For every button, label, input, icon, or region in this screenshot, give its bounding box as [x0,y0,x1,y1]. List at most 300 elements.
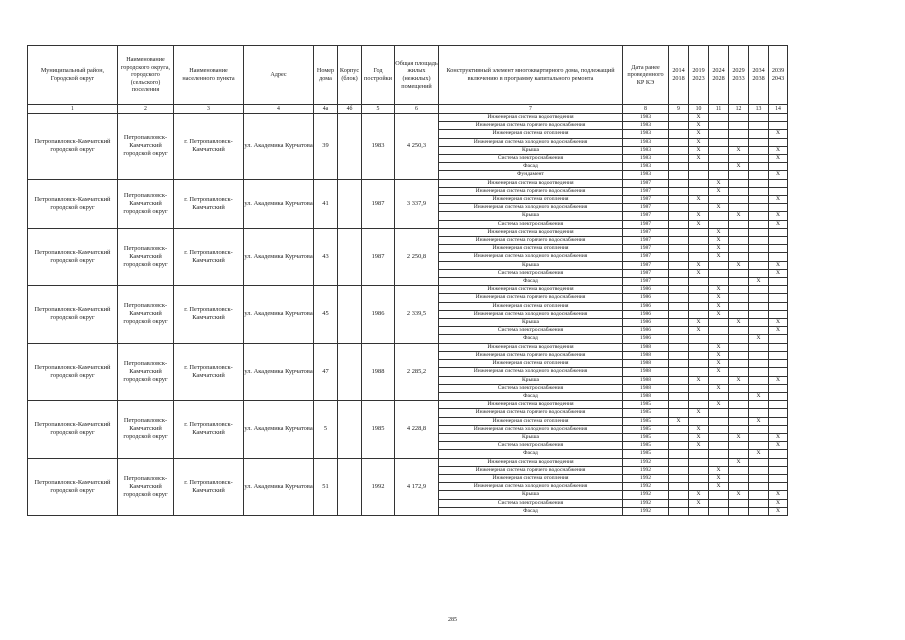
period-mark-cell [689,368,709,376]
period-mark-cell [669,146,689,154]
date-cell: 1983 [623,130,669,138]
period-mark-cell [749,360,769,368]
period-mark-cell [689,483,709,491]
element-cell: Инженерная система водоотведения [439,179,623,187]
element-cell: Инженерная система водоотведения [439,343,623,351]
element-cell: Система электроснабжения [439,155,623,163]
settlement-cell: Петропавловск-Камчатский городской округ [118,114,174,180]
period-mark-cell [769,409,788,417]
period-mark-cell [709,450,729,458]
period-mark-cell: X [769,130,788,138]
column-number-cell: 10 [689,105,709,114]
element-cell: Крыша [439,212,623,220]
period-mark-cell [669,450,689,458]
period-mark-cell [669,442,689,450]
header-cell: Общая площадь жилых (нежилых) помещений [395,46,439,105]
column-number-cell: 1 [28,105,118,114]
element-cell: Инженерная система водоотведения [439,458,623,466]
period-mark-cell [749,327,769,335]
period-mark-cell: X [769,442,788,450]
block-cell [338,179,362,228]
period-mark-cell: X [709,310,729,318]
period-mark-cell [669,228,689,236]
period-mark-cell [749,302,769,310]
table-row [28,179,788,187]
period-mark-cell [669,458,689,466]
period-mark-cell [729,483,749,491]
period-mark-cell [729,253,749,261]
period-mark-cell [729,269,749,277]
table-row [28,343,788,351]
district-cell: Петропавловск-Камчатский городской округ [28,179,118,228]
element-cell: Система электроснабжения [439,384,623,392]
locality-cell: г. Петропавловск-Камчатский [174,114,244,180]
settlement-cell: Петропавловск-Камчатский городской округ [118,228,174,285]
period-mark-cell [729,442,749,450]
period-mark-cell [689,278,709,286]
date-cell: 1987 [623,179,669,187]
period-mark-cell [749,351,769,359]
period-mark-cell: X [689,409,709,417]
period-mark-cell: X [689,376,709,384]
header-cell: 2034 2038 [749,46,769,105]
period-mark-cell [769,302,788,310]
locality-cell: г. Петропавловск-Камчатский [174,179,244,228]
period-mark-cell [729,507,749,515]
period-mark-cell [769,360,788,368]
period-mark-cell [709,269,729,277]
period-mark-cell [729,343,749,351]
period-mark-cell: X [709,228,729,236]
period-mark-cell: X [749,335,769,343]
period-mark-cell: X [769,327,788,335]
period-mark-cell [769,483,788,491]
date-cell: 1986 [623,327,669,335]
period-mark-cell [689,204,709,212]
period-mark-cell [669,302,689,310]
date-cell: 1985 [623,401,669,409]
period-mark-cell: X [709,286,729,294]
house-cell: 43 [314,228,338,285]
element-cell: Инженерная система горячего водоснабжения [439,187,623,195]
element-cell: Инженерная система холодного водоснабжения [439,253,623,261]
column-number-cell: 14 [769,105,788,114]
period-mark-cell [749,228,769,236]
period-mark-cell: X [729,376,749,384]
period-mark-cell [749,146,769,154]
period-mark-cell [749,409,769,417]
period-mark-cell: X [769,171,788,179]
settlement-cell: Петропавловск-Камчатский городской округ [118,179,174,228]
element-cell: Инженерная система водоотведения [439,286,623,294]
year-cell: 1983 [362,114,395,180]
period-mark-cell [749,491,769,499]
period-mark-cell [729,196,749,204]
date-cell: 1985 [623,425,669,433]
period-mark-cell [769,204,788,212]
period-mark-cell [669,433,689,441]
period-mark-cell [749,122,769,130]
date-cell: 1983 [623,163,669,171]
period-mark-cell [729,499,749,507]
period-mark-cell [709,327,729,335]
period-mark-cell [749,310,769,318]
period-mark-cell [689,302,709,310]
area-cell: 4 250,3 [395,114,439,180]
year-cell: 1986 [362,286,395,343]
period-mark-cell [729,294,749,302]
period-mark-cell [669,245,689,253]
address-cell: ул. Академика Курчатова [244,343,314,400]
period-mark-cell [769,138,788,146]
period-mark-cell [729,384,749,392]
period-mark-cell [769,450,788,458]
period-mark-cell: X [709,253,729,261]
period-mark-cell [689,384,709,392]
period-mark-cell [729,401,749,409]
period-mark-cell [729,474,749,482]
year-cell: 1987 [362,179,395,228]
period-mark-cell [669,491,689,499]
table-row [28,401,788,409]
date-cell: 1985 [623,417,669,425]
period-mark-cell: X [709,401,729,409]
period-mark-cell: X [689,130,709,138]
period-mark-cell [729,392,749,400]
period-mark-cell [729,228,749,236]
date-cell: 1992 [623,491,669,499]
period-mark-cell [709,433,729,441]
date-cell: 1992 [623,474,669,482]
date-cell: 1985 [623,433,669,441]
period-mark-cell [749,499,769,507]
period-mark-cell [669,466,689,474]
header-cell: 2039 2043 [769,46,788,105]
period-mark-cell [709,319,729,327]
date-cell: 1987 [623,204,669,212]
element-cell: Инженерная система холодного водоснабжения [439,310,623,318]
settlement-cell: Петропавловск-Камчатский городской округ [118,343,174,400]
period-mark-cell [689,253,709,261]
period-mark-cell: X [709,384,729,392]
period-mark-cell [669,483,689,491]
period-mark-cell [749,483,769,491]
element-cell: Система электроснабжения [439,442,623,450]
table-header [28,46,788,114]
period-mark-cell [689,507,709,515]
period-mark-cell [709,261,729,269]
date-cell: 1988 [623,384,669,392]
area-cell: 4 172,9 [395,458,439,515]
house-cell: 51 [314,458,338,515]
period-mark-cell: X [689,146,709,154]
period-mark-cell [729,171,749,179]
column-number-cell: 6 [395,105,439,114]
period-mark-cell [749,171,769,179]
block-cell [338,343,362,400]
house-cell: 5 [314,401,338,458]
period-mark-cell [749,474,769,482]
element-cell: Крыша [439,261,623,269]
period-mark-cell [729,114,749,122]
element-cell: Система электроснабжения [439,499,623,507]
date-cell: 1986 [623,310,669,318]
period-mark-cell [749,442,769,450]
year-cell: 1985 [362,401,395,458]
period-mark-cell [769,122,788,130]
period-mark-cell [729,155,749,163]
period-mark-cell [689,294,709,302]
locality-cell: г. Петропавловск-Камчатский [174,401,244,458]
period-mark-cell [749,286,769,294]
period-mark-cell [669,237,689,245]
date-cell: 1983 [623,122,669,130]
period-mark-cell [669,425,689,433]
period-mark-cell [669,392,689,400]
period-mark-cell: X [689,442,709,450]
block-cell [338,458,362,515]
date-cell: 1987 [623,253,669,261]
period-mark-cell: X [689,220,709,228]
date-cell: 1987 [623,278,669,286]
date-cell: 1992 [623,507,669,515]
element-cell: Инженерная система отопления [439,302,623,310]
period-mark-cell [689,310,709,318]
settlement-cell: Петропавловск-Камчатский городской округ [118,458,174,515]
element-cell: Инженерная система горячего водоснабжения [439,294,623,302]
period-mark-cell [669,130,689,138]
period-mark-cell [669,269,689,277]
date-cell: 1988 [623,343,669,351]
period-mark-cell [689,171,709,179]
element-cell: Инженерная система холодного водоснабжения [439,368,623,376]
house-cell: 47 [314,343,338,400]
district-cell: Петропавловск-Камчатский городской округ [28,401,118,458]
period-mark-cell [669,310,689,318]
period-mark-cell [669,499,689,507]
period-mark-cell: X [689,196,709,204]
period-mark-cell: X [689,269,709,277]
period-mark-cell [749,319,769,327]
header-cell: 2029 2033 [729,46,749,105]
period-mark-cell [749,401,769,409]
period-mark-cell: X [769,212,788,220]
period-mark-cell [689,286,709,294]
address-cell: ул. Академика Курчатова [244,179,314,228]
period-mark-cell [749,368,769,376]
period-mark-cell: X [709,474,729,482]
period-mark-cell [709,122,729,130]
period-mark-cell: X [769,376,788,384]
date-cell: 1988 [623,360,669,368]
date-cell: 1987 [623,261,669,269]
column-number-cell: 13 [749,105,769,114]
block-cell [338,114,362,180]
period-mark-cell [669,384,689,392]
date-cell: 1986 [623,335,669,343]
period-mark-cell [669,409,689,417]
column-number-cell: 7 [439,105,623,114]
date-cell: 1985 [623,409,669,417]
period-mark-cell [749,220,769,228]
period-mark-cell [769,343,788,351]
period-mark-cell [709,376,729,384]
period-mark-cell [709,499,729,507]
period-mark-cell [729,351,749,359]
period-mark-cell [769,294,788,302]
header-cell: 2014 2018 [669,46,689,105]
period-mark-cell: X [689,433,709,441]
period-mark-cell [709,196,729,204]
period-mark-cell [669,163,689,171]
period-mark-cell [769,368,788,376]
period-mark-cell: X [709,237,729,245]
period-mark-cell: X [769,491,788,499]
period-mark-cell: X [689,138,709,146]
period-mark-cell [669,319,689,327]
period-mark-cell: X [749,278,769,286]
capital-repair-table [27,45,788,516]
period-mark-cell [689,351,709,359]
block-cell [338,286,362,343]
date-cell: 1988 [623,392,669,400]
element-cell: Система электроснабжения [439,269,623,277]
date-cell: 1983 [623,146,669,154]
element-cell: Инженерная система отопления [439,130,623,138]
period-mark-cell: X [709,483,729,491]
header-cell: Адрес [244,46,314,105]
period-mark-cell: X [729,433,749,441]
period-mark-cell: X [769,196,788,204]
period-mark-cell [709,155,729,163]
element-cell: Инженерная система горячего водоснабжения [439,466,623,474]
column-number-cell: 11 [709,105,729,114]
period-mark-cell [729,368,749,376]
period-mark-cell [669,122,689,130]
house-cell: 45 [314,286,338,343]
period-mark-cell [729,302,749,310]
period-mark-cell [669,187,689,195]
district-cell: Петропавловск-Камчатский городской округ [28,286,118,343]
period-mark-cell [669,343,689,351]
address-cell: ул. Академика Курчатова [244,286,314,343]
period-mark-cell [709,425,729,433]
period-mark-cell: X [729,319,749,327]
column-number-row [28,105,788,114]
period-mark-cell [749,187,769,195]
period-mark-cell [749,261,769,269]
date-cell: 1988 [623,376,669,384]
period-mark-cell: X [729,212,749,220]
period-mark-cell: X [689,319,709,327]
period-mark-cell: X [729,458,749,466]
period-mark-cell [709,171,729,179]
area-cell: 3 337,9 [395,179,439,228]
period-mark-cell [749,114,769,122]
year-cell: 1992 [362,458,395,515]
header-cell: Наименование городского округа, городского (сельского) поселения [118,46,174,105]
period-mark-cell [669,220,689,228]
period-mark-cell [689,360,709,368]
element-cell: Система электроснабжения [439,220,623,228]
period-mark-cell: X [769,269,788,277]
locality-cell: г. Петропавловск-Камчатский [174,458,244,515]
period-mark-cell [689,179,709,187]
period-mark-cell [749,466,769,474]
period-mark-cell [769,392,788,400]
period-mark-cell [709,335,729,343]
period-mark-cell [729,278,749,286]
period-mark-cell [669,278,689,286]
period-mark-cell: X [689,261,709,269]
period-mark-cell [669,368,689,376]
period-mark-cell [729,466,749,474]
period-mark-cell [749,155,769,163]
year-cell: 1987 [362,228,395,285]
period-mark-cell [669,179,689,187]
period-mark-cell [749,196,769,204]
address-cell: ул. Академика Курчатова [244,114,314,180]
element-cell: Инженерная система холодного водоснабжения [439,138,623,146]
period-mark-cell: X [709,302,729,310]
element-cell: Инженерная система холодного водоснабжения [439,204,623,212]
period-mark-cell: X [729,491,749,499]
period-mark-cell [749,253,769,261]
element-cell: Крыша [439,376,623,384]
period-mark-cell [669,261,689,269]
date-cell: 1985 [623,442,669,450]
period-mark-cell [689,163,709,171]
period-mark-cell [769,351,788,359]
period-mark-cell [689,335,709,343]
period-mark-cell [749,433,769,441]
period-mark-cell [709,409,729,417]
period-mark-cell [729,187,749,195]
period-mark-cell: X [729,146,749,154]
period-mark-cell [709,114,729,122]
period-mark-cell: X [709,351,729,359]
period-mark-cell [769,286,788,294]
period-mark-cell [749,245,769,253]
element-cell: Инженерная система отопления [439,196,623,204]
header-row [28,46,788,105]
house-cell: 41 [314,179,338,228]
date-cell: 1983 [623,155,669,163]
date-cell: 1986 [623,302,669,310]
period-mark-cell: X [689,425,709,433]
period-mark-cell [729,409,749,417]
element-cell: Крыша [439,319,623,327]
period-mark-cell [689,458,709,466]
date-cell: 1987 [623,187,669,195]
period-mark-cell [769,278,788,286]
period-mark-cell [709,491,729,499]
period-mark-cell [729,450,749,458]
date-cell: 1983 [623,138,669,146]
element-cell: Фасад [439,278,623,286]
period-mark-cell [769,245,788,253]
address-cell: ул. Академика Курчатова [244,458,314,515]
period-mark-cell [669,286,689,294]
period-mark-cell [769,237,788,245]
period-mark-cell: X [769,146,788,154]
period-mark-cell [669,114,689,122]
period-mark-cell [749,237,769,245]
period-mark-cell [709,442,729,450]
header-cell: Дата ранее проведенного КР КЭ [623,46,669,105]
element-cell: Инженерная система водоотведения [439,401,623,409]
date-cell: 1987 [623,196,669,204]
